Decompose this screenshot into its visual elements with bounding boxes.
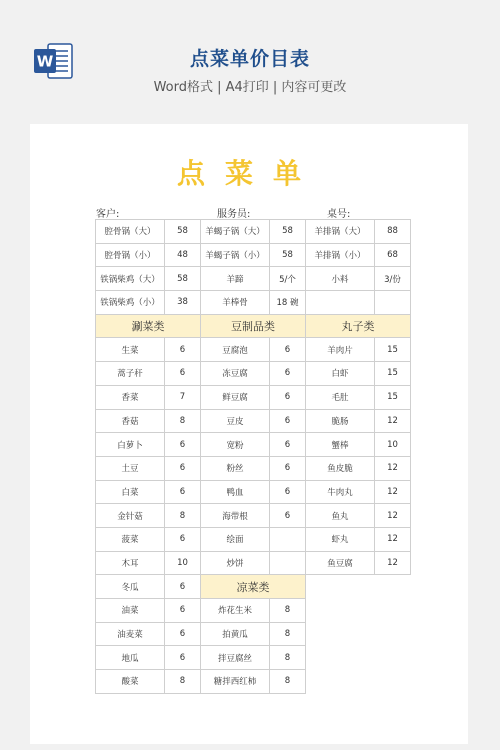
dish-name: 蒿子秆 xyxy=(96,362,165,386)
table-row xyxy=(96,456,411,480)
document-page xyxy=(30,124,468,744)
dish-price: 10 xyxy=(375,433,411,457)
dish-price xyxy=(270,551,306,575)
section-header-tofu: 豆制品类 xyxy=(201,314,306,338)
empty-cell xyxy=(306,646,411,670)
dish-name: 拍黄瓜 xyxy=(201,622,270,646)
dish-price: 5/个 xyxy=(270,267,306,291)
dish-price: 6 xyxy=(165,622,201,646)
table-row xyxy=(96,575,411,599)
dish-name: 金针菇 xyxy=(96,504,165,528)
dish-name: 冻豆腐 xyxy=(201,362,270,386)
dish-name: 豆腐泡 xyxy=(201,338,270,362)
waiter-label: 服务员: xyxy=(217,209,251,220)
dish-name: 腔骨锅（小） xyxy=(96,243,165,267)
table-row xyxy=(96,291,411,315)
table-row xyxy=(96,220,411,244)
dish-price: 7 xyxy=(165,385,201,409)
dish-price: 6 xyxy=(270,409,306,433)
table-row xyxy=(96,267,411,291)
dish-price: 6 xyxy=(270,362,306,386)
table-row xyxy=(96,527,411,551)
dish-name: 牛肉丸 xyxy=(306,480,375,504)
dish-price: 6 xyxy=(270,385,306,409)
table-row xyxy=(96,622,411,646)
page-subtitle: Word格式 | A4打印 | 内容可更改 xyxy=(153,80,347,95)
dish-price: 6 xyxy=(165,456,201,480)
dish-name: 菠菜 xyxy=(96,527,165,551)
dish-price: 6 xyxy=(165,646,201,670)
dish-name: 腔骨锅（大） xyxy=(96,220,165,244)
dish-price: 88 xyxy=(375,220,411,244)
dish-name: 地瓜 xyxy=(96,646,165,670)
dish-name: 白菜 xyxy=(96,480,165,504)
table-row xyxy=(96,338,411,362)
dish-name: 粉丝 xyxy=(201,456,270,480)
dish-price: 6 xyxy=(270,433,306,457)
dish-name: 蟹棒 xyxy=(306,433,375,457)
dish-price: 6 xyxy=(165,575,201,599)
dish-name: 白虾 xyxy=(306,362,375,386)
menu-table xyxy=(95,219,411,694)
table-row xyxy=(96,599,411,623)
dish-name: 油麦菜 xyxy=(96,622,165,646)
table-row xyxy=(96,362,411,386)
dish-price: 58 xyxy=(270,220,306,244)
dish-name: 羊肉片 xyxy=(306,338,375,362)
dish-name: 炒饼 xyxy=(201,551,270,575)
dish-name: 生菜 xyxy=(96,338,165,362)
section-header-cold: 凉菜类 xyxy=(201,575,306,599)
dish-name xyxy=(306,291,375,315)
dish-price xyxy=(270,527,306,551)
dish-price: 8 xyxy=(270,670,306,694)
table-row xyxy=(96,504,411,528)
dish-price: 8 xyxy=(270,646,306,670)
dish-name: 脆肠 xyxy=(306,409,375,433)
dish-name: 宽粉 xyxy=(201,433,270,457)
dish-price: 8 xyxy=(165,504,201,528)
dish-name: 鱼丸 xyxy=(306,504,375,528)
dish-name: 糖拌西红柿 xyxy=(201,670,270,694)
dish-name: 香菇 xyxy=(96,409,165,433)
dish-name: 羊排锅（大） xyxy=(306,220,375,244)
dish-price: 68 xyxy=(375,243,411,267)
table-row xyxy=(96,433,411,457)
dish-price: 15 xyxy=(375,385,411,409)
dish-name: 油菜 xyxy=(96,599,165,623)
empty-cell xyxy=(306,670,411,694)
dish-name: 铁锅柴鸡（小） xyxy=(96,291,165,315)
dish-price: 12 xyxy=(375,527,411,551)
page-header xyxy=(0,0,500,120)
empty-cell xyxy=(306,575,411,599)
dish-name: 虾丸 xyxy=(306,527,375,551)
dish-price: 6 xyxy=(165,433,201,457)
dish-price: 6 xyxy=(270,338,306,362)
table-row xyxy=(96,385,411,409)
dish-name: 鱼皮脆 xyxy=(306,456,375,480)
table-row xyxy=(96,409,411,433)
dish-price: 12 xyxy=(375,551,411,575)
document-title: 点菜单 xyxy=(176,157,321,190)
table-number-label: 桌号: xyxy=(327,209,351,220)
dish-price: 6 xyxy=(165,480,201,504)
dish-name: 海带根 xyxy=(201,504,270,528)
section-header-veg: 涮菜类 xyxy=(96,314,201,338)
empty-cell xyxy=(306,599,411,623)
dish-price: 6 xyxy=(270,456,306,480)
dish-name: 羊蝎子锅（大） xyxy=(201,220,270,244)
dish-price: 3/份 xyxy=(375,267,411,291)
dish-name: 绘面 xyxy=(201,527,270,551)
table-row xyxy=(96,480,411,504)
dish-price: 8 xyxy=(270,599,306,623)
dish-name: 白萝卜 xyxy=(96,433,165,457)
dish-price: 58 xyxy=(165,267,201,291)
dish-price: 8 xyxy=(270,622,306,646)
dish-price: 58 xyxy=(270,243,306,267)
dish-price: 8 xyxy=(165,409,201,433)
dish-price: 15 xyxy=(375,338,411,362)
dish-price: 12 xyxy=(375,504,411,528)
dish-name: 羊排锅（小） xyxy=(306,243,375,267)
dish-name: 毛肚 xyxy=(306,385,375,409)
dish-price: 6 xyxy=(165,338,201,362)
dish-name: 酸菜 xyxy=(96,670,165,694)
dish-price: 48 xyxy=(165,243,201,267)
dish-name: 小料 xyxy=(306,267,375,291)
dish-price: 6 xyxy=(165,527,201,551)
dish-price xyxy=(375,291,411,315)
dish-name: 羊蝎子锅（小） xyxy=(201,243,270,267)
dish-price: 6 xyxy=(270,504,306,528)
dish-name: 炸花生米 xyxy=(201,599,270,623)
dish-price: 15 xyxy=(375,362,411,386)
empty-cell xyxy=(306,622,411,646)
dish-name: 土豆 xyxy=(96,456,165,480)
table-row xyxy=(96,551,411,575)
word-icon-letter: W xyxy=(36,52,54,71)
dish-name: 木耳 xyxy=(96,551,165,575)
dish-price: 6 xyxy=(270,480,306,504)
table-row xyxy=(96,243,411,267)
section-header-balls: 丸子类 xyxy=(306,314,411,338)
dish-price: 12 xyxy=(375,409,411,433)
dish-name: 香菜 xyxy=(96,385,165,409)
dish-price: 12 xyxy=(375,456,411,480)
dish-name: 冬瓜 xyxy=(96,575,165,599)
dish-name: 鱼豆腐 xyxy=(306,551,375,575)
section-header-row xyxy=(96,314,411,338)
dish-price: 8 xyxy=(165,670,201,694)
dish-name: 拌豆腐丝 xyxy=(201,646,270,670)
dish-price: 12 xyxy=(375,480,411,504)
table-row xyxy=(96,670,411,694)
dish-name: 鲜豆腐 xyxy=(201,385,270,409)
dish-name: 羊蹄 xyxy=(201,267,270,291)
dish-price: 38 xyxy=(165,291,201,315)
dish-price: 6 xyxy=(165,362,201,386)
dish-price: 58 xyxy=(165,220,201,244)
dish-price: 6 xyxy=(165,599,201,623)
page-title: 点菜单价目表 xyxy=(189,48,310,70)
dish-price: 18 碗 xyxy=(270,291,306,315)
customer-label: 客户: xyxy=(96,209,120,220)
dish-name: 铁锅柴鸡（大） xyxy=(96,267,165,291)
dish-price: 10 xyxy=(165,551,201,575)
dish-name: 鸭血 xyxy=(201,480,270,504)
dish-name: 羊棒骨 xyxy=(201,291,270,315)
dish-name: 豆皮 xyxy=(201,409,270,433)
table-row xyxy=(96,646,411,670)
